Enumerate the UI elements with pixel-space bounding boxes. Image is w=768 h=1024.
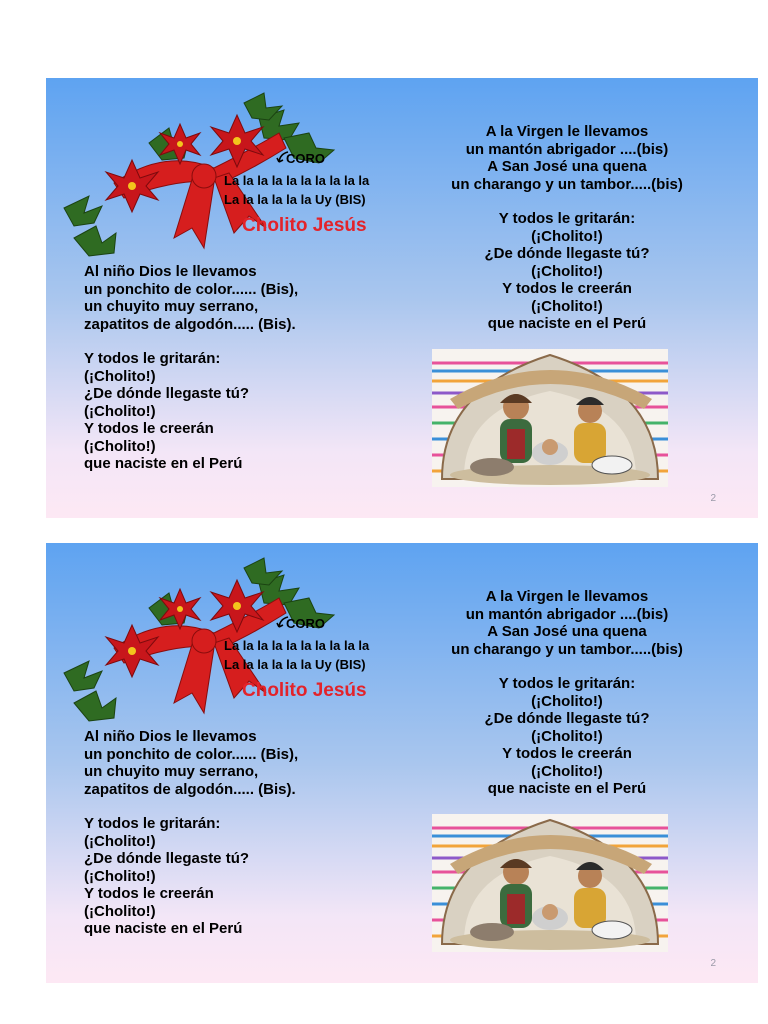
verse-line: Y todos le creerán — [84, 420, 214, 437]
verse-line: un ponchito de color...... (Bis), — [84, 745, 299, 763]
verse-line: (¡Cholito!) — [84, 902, 156, 920]
verse-line: A San José una quena — [487, 623, 647, 640]
verse-line: que naciste en el Perú — [487, 315, 647, 332]
verse-line: A la Virgen le llevamos — [485, 588, 649, 605]
verse-line: Al niño Dios le llevamos — [84, 728, 257, 745]
chorus-line-1: La la la la la la la la la la — [224, 173, 370, 188]
verse-line: Y todos le gritarán: — [498, 210, 636, 227]
verse-line: (¡Cholito!) — [531, 727, 603, 745]
page-number: 2 — [710, 958, 716, 969]
verse-line: Y todos le gritarán: — [84, 815, 221, 832]
chorus-line-2: La la la la la la Uy (BIS) — [224, 192, 366, 207]
right-verses — [402, 123, 732, 333]
verse-line: (¡Cholito!) — [84, 437, 156, 455]
verse-line: Y todos le gritarán: — [84, 350, 221, 367]
verse-line: un chuyito muy serrano, — [84, 763, 259, 780]
verse-line: (¡Cholito!) — [531, 762, 603, 780]
page-number: 2 — [710, 493, 716, 504]
verse-line: un mantón abrigador ....(bis) — [465, 140, 669, 158]
nativity-scene-icon — [432, 349, 668, 487]
verse-line: un charango y un tambor.....(bis) — [451, 175, 683, 193]
verse-line: (¡Cholito!) — [531, 227, 603, 245]
nativity-scene-icon — [432, 814, 668, 952]
verse-line: ¿De dónde llegaste tú? — [484, 245, 650, 262]
coro-label: CORO — [286, 616, 325, 631]
verse-line: un ponchito de color...... (Bis), — [84, 280, 299, 298]
verse-line: zapatitos de algodón..... (Bis). — [84, 315, 296, 333]
verse-line: (¡Cholito!) — [531, 297, 603, 315]
verse-line: Al niño Dios le llevamos — [84, 263, 257, 280]
verse-line: (¡Cholito!) — [531, 262, 603, 280]
verse-line: A San José una quena — [487, 158, 647, 175]
song-title: Cholito Jesús — [242, 680, 367, 701]
lyrics-card-1 — [46, 78, 758, 518]
coro-label: CORO — [286, 151, 325, 166]
verse-line: un chuyito muy serrano, — [84, 298, 259, 315]
verse-line: (¡Cholito!) — [531, 692, 603, 710]
verse-line: A la Virgen le llevamos — [485, 123, 649, 140]
left-verses — [84, 263, 298, 473]
verse-line: que naciste en el Perú — [487, 780, 647, 797]
verse-line: (¡Cholito!) — [84, 832, 156, 850]
chorus-line-1: La la la la la la la la la la — [224, 638, 370, 653]
verse-line: (¡Cholito!) — [84, 367, 156, 385]
verse-line: Y todos le creerán — [84, 885, 214, 902]
verse-line: que naciste en el Perú — [84, 920, 243, 937]
nativity-photo — [432, 814, 668, 952]
verse-line: ¿De dónde llegaste tú? — [84, 385, 250, 402]
verse-line: zapatitos de algodón..... (Bis). — [84, 780, 296, 798]
song-title: Cholito Jesús — [242, 215, 367, 236]
verse-line: Y todos le gritarán: — [498, 675, 636, 692]
left-verses — [84, 728, 298, 938]
right-verses — [402, 588, 732, 798]
verse-line: que naciste en el Perú — [84, 455, 243, 472]
verse-line: ¿De dónde llegaste tú? — [84, 850, 250, 867]
verse-line: (¡Cholito!) — [84, 402, 156, 420]
nativity-photo — [432, 349, 668, 487]
verse-line: Y todos le creerán — [502, 745, 632, 762]
verse-line: un charango y un tambor.....(bis) — [451, 640, 683, 658]
verse-line: un mantón abrigador ....(bis) — [465, 605, 669, 623]
chorus-line-2: La la la la la la Uy (BIS) — [224, 657, 366, 672]
verse-line: ¿De dónde llegaste tú? — [484, 710, 650, 727]
lyrics-card-2 — [46, 543, 758, 983]
verse-line: Y todos le creerán — [502, 280, 632, 297]
verse-line: (¡Cholito!) — [84, 867, 156, 885]
